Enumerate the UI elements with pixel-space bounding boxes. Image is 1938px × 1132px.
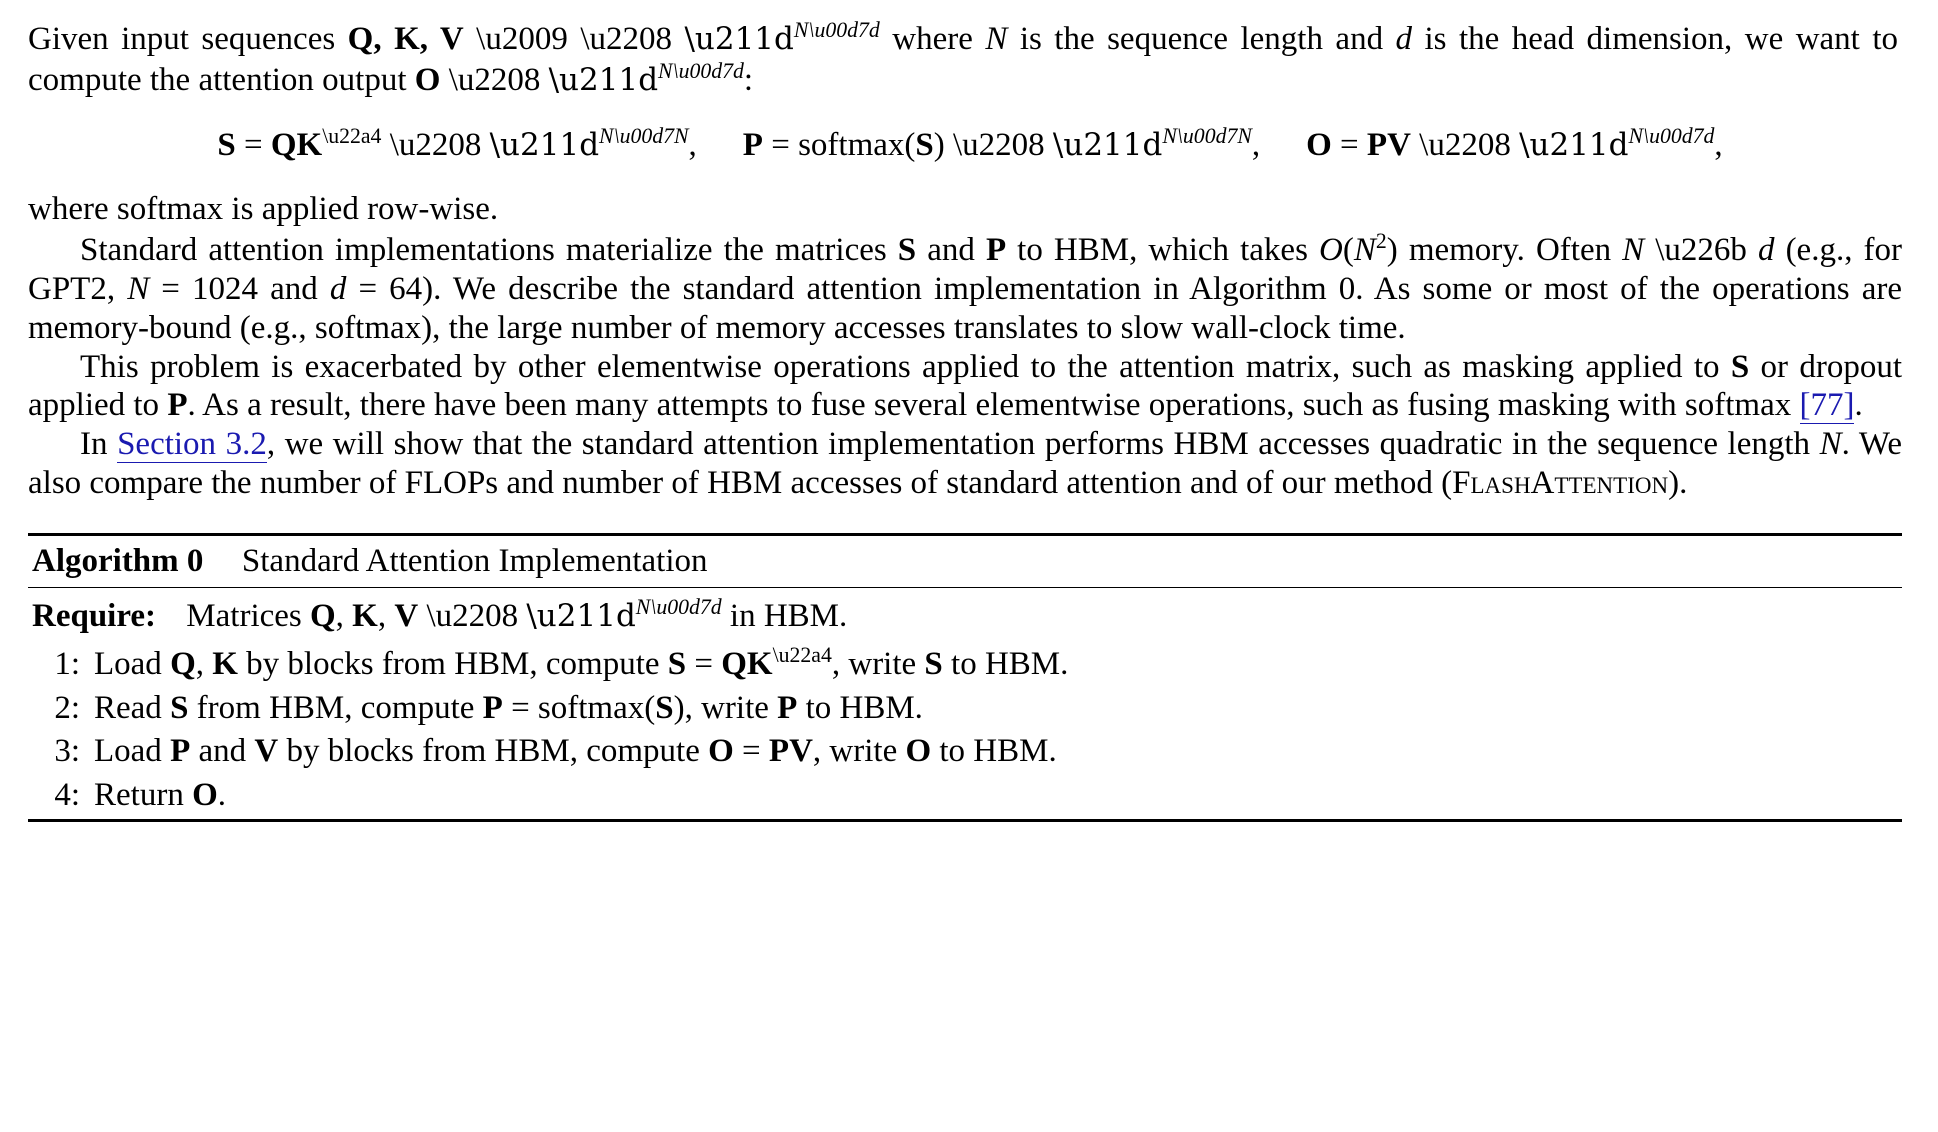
algorithm-header — [28, 536, 1902, 586]
algorithm-block — [28, 533, 1902, 822]
require-text-2: in HBM. — [721, 597, 848, 634]
intro-text-part4: is the sequence length and — [1007, 20, 1396, 57]
std-text-3: to HBM, which takes — [1006, 231, 1319, 268]
algorithm-require-line: Require: Matrices Q, K, V \u2208 $\backslash u211d^{N\backslash u00d7d}$ in HBM. — [32, 594, 848, 634]
require-keyword: Require: — [32, 597, 157, 634]
algorithm-step-3 — [32, 728, 1902, 772]
elem-text-4: . — [1854, 387, 1863, 424]
std-text-4: memory. Often — [1397, 231, 1623, 268]
algorithm-bottom-rule — [28, 819, 1902, 822]
method-name-flashattention: FlashAttention — [1452, 465, 1669, 502]
intro-text-part3: where — [879, 20, 986, 57]
step-number-3: 3: — [54, 733, 80, 770]
algorithm-step-1 — [32, 638, 1902, 685]
paragraph-softmax-note: where softmax is applied row-wise. — [28, 190, 499, 227]
step-text-4: Return O. — [94, 776, 226, 813]
citation-link-77[interactable]: [77] — [1799, 387, 1855, 424]
step-number-2: 2: — [54, 689, 80, 726]
std-text-2: and — [916, 231, 986, 268]
matrix-symbols-qkv: Q — [347, 20, 374, 57]
paragraph-section-ref: In Section 3.2, we will show that the standard attention implementation performs HBM accesses quadratic in the sequence length N. We also compare the number of FLOPs and number of HBM accesses of standard attention and of our method (FlashAttention). — [28, 426, 1902, 502]
algorithm-step-4 — [32, 772, 1902, 816]
sec-text-2: , we will show that the standard attention implementation performs HBM accesses quadratic in the sequence length — [266, 426, 1820, 463]
step-number-1: 1: — [54, 646, 80, 683]
step-text-3: Load P and V by blocks from HBM, compute O = PV, write O to HBM. — [94, 733, 1057, 770]
intro-text-part1: Given input sequences — [28, 20, 348, 57]
step-text-1: Load Q, K by blocks from HBM, compute $S = QK^{\backslash u22a4}$, write S to HBM. — [94, 643, 1069, 683]
paragraph-standard-attention: Standard attention implementations materialize the matrices S and P to HBM, which takes $O(N^2)$ memory. Often N \u226b d (e.g., for GPT2, N = 1024 and d = 64). We describe the standard attention implementation in Algorithm 0. As some or most of the operations are memory-bound (e.g., softmax), the large number of memory accesses translates to slow wall-clock time. — [28, 228, 1902, 346]
algorithm-label: Algorithm 0 — [32, 543, 204, 580]
intro-text-part2: \u2208 — [567, 20, 685, 57]
paragraph-intro: Given input sequences Q, K, V \u2009 \u2208 $\backslash u211d^{N\backslash u00d7d}$ where N is the sequence length and d is the head dimension, we want to compute the attention output O \u2208 $\backslash u211d^{N\backslash u00d7d}$: — [28, 18, 1898, 98]
algorithm-body — [28, 588, 1902, 820]
intro-text-part5: is the head dimension, we want to compute the attention output — [28, 20, 1898, 98]
intro-text-part7: : — [743, 61, 754, 98]
intro-text-part6: \u2208 — [440, 61, 549, 98]
section-reference-link[interactable]: Section 3.2 — [117, 426, 267, 463]
step-number-4: 4: — [54, 776, 80, 813]
std-text-5: (e.g., for GPT2, — [28, 231, 1902, 307]
sec-text-3: . We also compare the number of FLOPs and number of HBM accesses of standard attention and of our method ( — [28, 426, 1902, 502]
elem-text-1: This problem is exacerbated by other elementwise operations applied to the attention matrix, such as masking applied to — [80, 348, 1731, 385]
sec-text-4: ). — [1668, 465, 1688, 502]
require-text-1: Matrices — [186, 597, 310, 634]
std-text-1: Standard attention implementations materialize the matrices — [80, 231, 898, 268]
elem-text-2: or dropout applied to — [28, 348, 1902, 424]
std-text-6: . We describe the standard attention implementation in Algorithm 0. As some or most of the operations are memory-bound (e.g., softmax), the large number of memory accesses translates to slow wall-clock time. — [28, 270, 1902, 346]
algorithm-title: Standard Attention Implementation — [241, 543, 708, 580]
equation-attention: $S = QK^{\backslash u22a4}$ \u2208 $\backslash u211d^{N\backslash u00d7N}$, P = softmax(S) \u2208 $\backslash u211d^{N\backslash u00d7N}$, O = PV \u2208 $\backslash u211d^{N\backslash u00d7d}$, — [217, 123, 1723, 163]
sec-text-1: In — [80, 426, 118, 463]
elem-text-3: . As a result, there have been many attempts to fuse several elementwise operations, such as fusing masking with softmax — [187, 387, 1800, 424]
algorithm-step-2 — [32, 685, 1902, 729]
step-text-2: Read S from HBM, compute P = softmax(S), write P to HBM. — [94, 689, 923, 726]
paragraph-elementwise: This problem is exacerbated by other elementwise operations applied to the attention matrix, such as masking applied to S or dropout applied to P. As a result, there have been many attempts to fuse several elementwise operations, such as fusing masking with softmax [77]. — [28, 348, 1902, 424]
